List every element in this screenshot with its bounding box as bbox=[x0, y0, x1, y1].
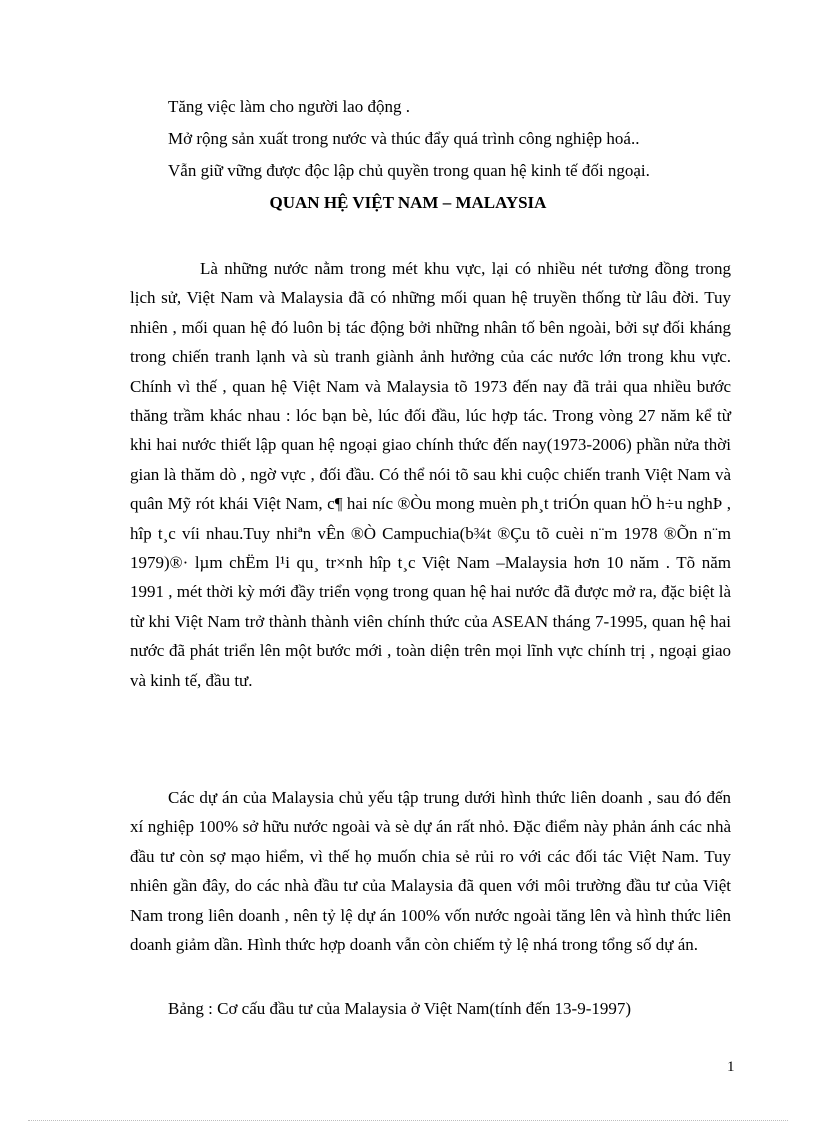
page-bottom-divider bbox=[28, 1120, 788, 1121]
body-paragraph: Là những nước nằm trong mét khu vực, lại có nhiều nét tương đồng trong lịch sử, Việt Nam và Malaysia đã có những mối quan hệ truyền thống từ lâu đời. Tuy nhiên , mối quan hệ đó luôn bị tác động bởi những nhân tố bên ngoài, bởi sự đối kháng trong chiến tranh lạnh và sù tranh giành ảnh hưởng của các nước lớn trong khu vực. Chính vì thế , quan hệ Việt Nam và Malaysia tõ 1973 đến nay đã trải qua nhiều bước thăng trầm khác nhau : lóc bạn bè, lúc đối đầu, lúc hợp tác. Trong vòng 27 năm kể từ khi hai nước thiết lập quan hệ ngoại giao chính thức đến nay(1973-2006) phần nửa thời gian là thăm dò , ngờ vực , đối đầu. Có thể nói tõ sau khi cuộc chiến tranh Việt Nam và quân Mỹ rót khái Việt Nam, c¶ hai níc ®Òu mong muèn ph¸t triÓn quan hÖ h÷u nghÞ , hîp t¸c víi nhau.Tuy nhiªn vÊn ®Ò Campuchia(b¾t ®Çu tõ cuèi n¨m 1978 ®Õn n¨m 1979)®· lµm chËm l¹i qu¸ tr×nh hîp t¸c Việt Nam –Malaysia hơn 10 năm . Tõ năm 1991 , mét thời kỳ mới đầy triển vọng trong quan hệ hai nước đã được mở ra, đặc biệt là từ khi Việt Nam trở thành thành viên chính thức của ASEAN tháng 7-1995, quan hệ hai nước đã phát triển lên một bước mới , toàn diện trên mọi lĩnh vực chính trị , ngoại giao và kinh tế, đầu tư. bbox=[130, 259, 731, 690]
intro-line: Tăng việc làm cho người lao động . bbox=[168, 97, 410, 116]
page-number: 1 bbox=[727, 1059, 735, 1075]
section-title: QUAN HỆ VIỆT NAM – MALAYSIA bbox=[269, 193, 547, 212]
body-paragraph: Các dự án của Malaysia chủ yếu tập trung dưới hình thức liên doanh , sau đó đến xí nghiệp 100% sở hữu nước ngoài và sè dự án rất nhỏ. Đặc điểm này phản ánh các nhà đầu tư còn sợ mạo hiểm, vì thế họ muốn chia sẻ rủi ro với các đối tác Việt Nam. Tuy nhiên gần đây, do các nhà đầu tư của Malaysia đã quen với môi trường đầu tư của Việt Nam trong liên doanh , nên tỷ lệ dự án 100% vốn nước ngoài tăng lên và hình thức liên doanh giảm dần. Hình thức hợp doanh vẫn còn chiếm tỷ lệ nhá trong tổng số dự án. bbox=[130, 788, 731, 955]
table-caption: Bảng : Cơ cấu đầu tư của Malaysia ở Việt Nam(tính đến 13-9-1997) bbox=[168, 999, 632, 1018]
intro-line: Vẫn giữ vững được độc lập chủ quyền trong quan hệ kinh tế đối ngoại. bbox=[168, 161, 650, 180]
intro-line: Mở rộng sản xuất trong nước và thúc đẩy quá trình công nghiệp hoá.. bbox=[168, 129, 640, 148]
